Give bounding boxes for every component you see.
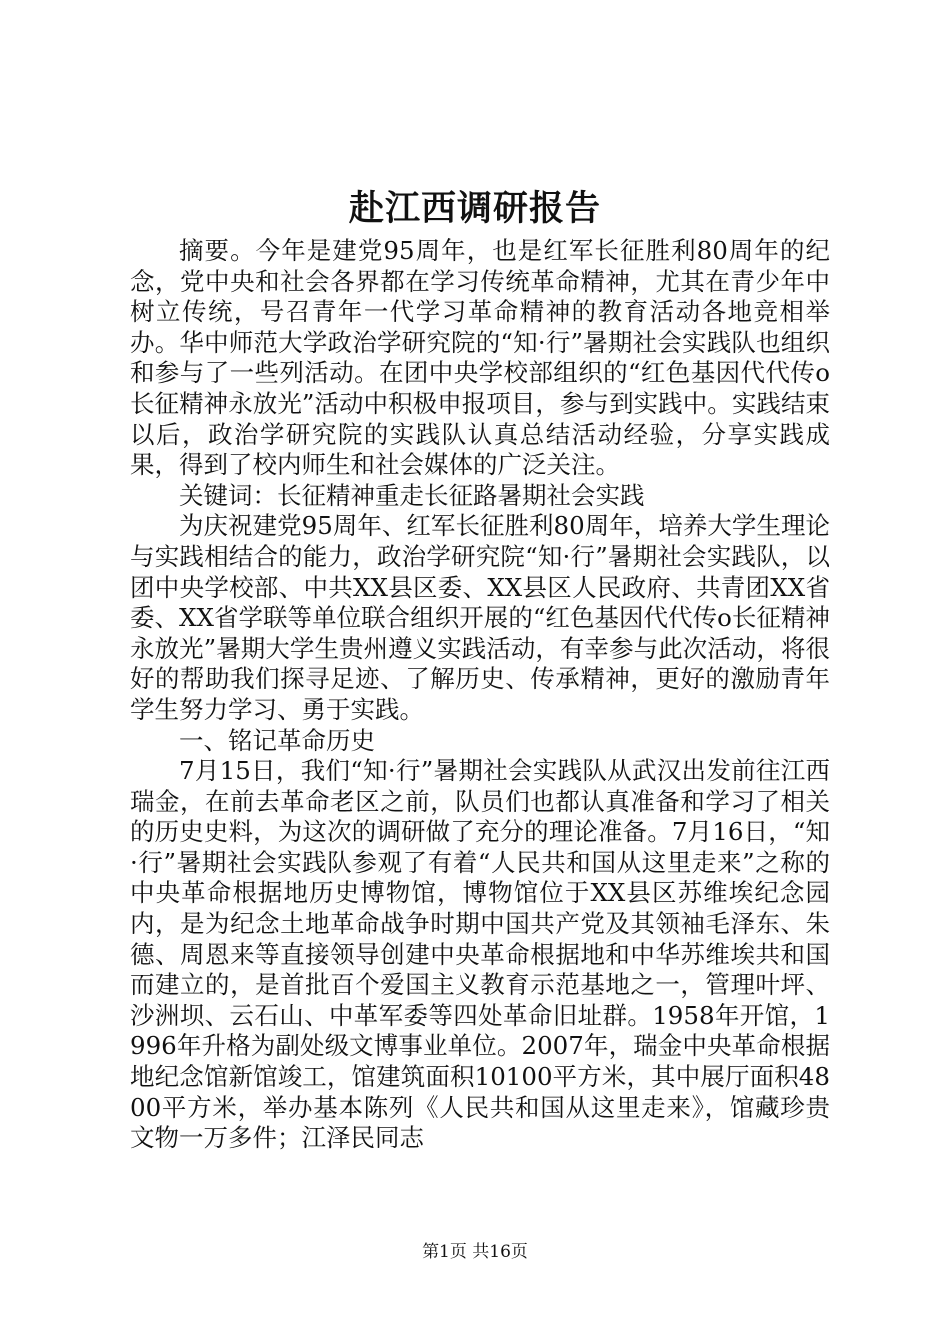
intro-paragraph: 为庆祝建党95周年、红军长征胜利80周年，培养大学生理论与实践相结合的能力，政治学研究院“知·行”暑期社会实践队，以团中央学校部、中共XX县区委、XX县区人民政府、共青团XX省委、XX省学联等单位联合组织开展的“红色基因代代传o长征精神永放光”暑期大学生贵州遵义实践活动，有幸参与此次活动，将很好的帮助我们探寻足迹、了解历史、传承精神，更好的激励青年学生努力学习、勇于实践。	[130, 511, 830, 724]
keywords-paragraph: 关键词：长征精神重走长征路暑期社会实践	[179, 480, 645, 510]
document-body	[130, 236, 830, 1154]
page-number-footer: 第1页 共16页	[422, 1242, 528, 1262]
body-paragraph: 7月15日，我们“知·行”暑期社会实践队从武汉出发前往江西瑞金，在前去革命老区之前，队员们也都认真准备和学习了相关的历史史料，为这次的调研做了充分的理论准备。7月16日，“知·行”暑期社会实践队参观了有着“人民共和国从这里走来”之称的中央革命根据地历史博物馆，博物馆位于XX县区苏维埃纪念园内，是为纪念土地革命战争时期中国共产党及其领袖毛泽东、朱德、周恩来等直接领导创建中央革命根据地和中华苏维埃共和国而建立的，是首批百个爱国主义教育示范基地之一，管理叶坪、沙洲坝、云石山、中革军委等四处革命旧址群。1958年开馆，1996年升格为副处级文博事业单位。2007年，瑞金中央革命根据地纪念馆新馆竣工，馆建筑面积10100平方米，其中展厅面积4800平方米，举办基本陈列《人民共和国从这里走来》，馆藏珍贵文物一万多件；江泽民同志	[130, 756, 830, 1153]
abstract-paragraph: 摘要。今年是建党95周年，也是红军长征胜利80周年的纪念，党中央和社会各界都在学习传统革命精神，尤其在青少年中树立传统，号召青年一代学习革命精神的教育活动各地竞相举办。华中师范大学政治学研究院的“知·行”暑期社会实践队也组织和参与了一些列活动。在团中央学校部组织的“红色基因代代传o长征精神永放光”活动中积极申报项目，参与到实践中。实践结束以后，政治学研究院的实践队认真总结活动经验，分享实践成果，得到了校内师生和社会媒体的广泛关注。	[130, 236, 830, 480]
section-heading: 一、铭记革命历史	[179, 725, 375, 755]
document-title: 赴江西调研报告	[348, 188, 601, 229]
